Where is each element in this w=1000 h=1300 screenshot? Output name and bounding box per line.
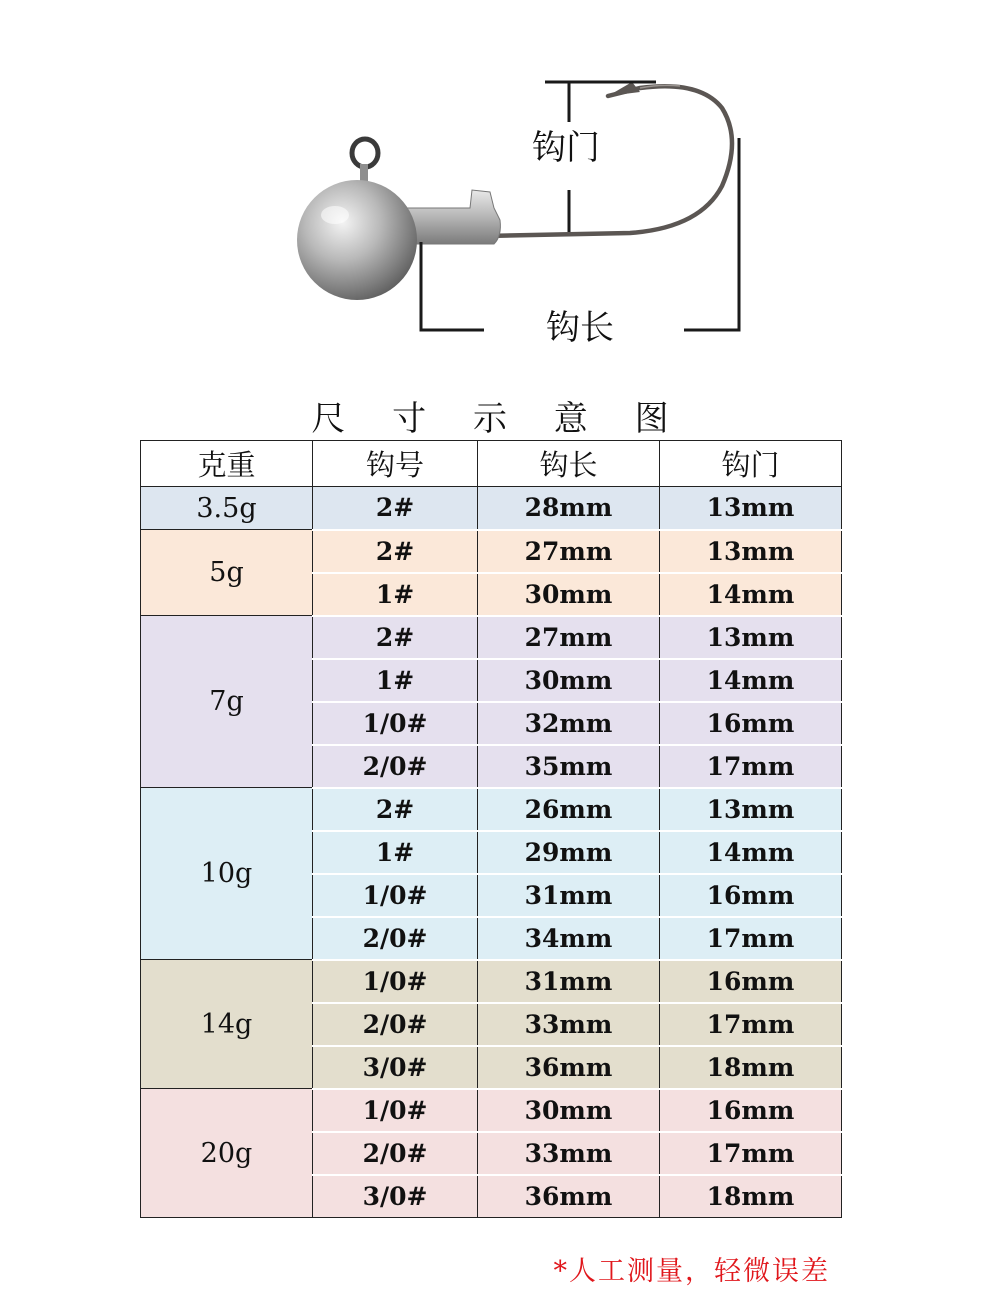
hook-gap-cell: 16mm <box>660 702 842 745</box>
hook-gap-cell: 14mm <box>660 831 842 874</box>
table-row <box>141 1089 842 1132</box>
weight-cell: 7g <box>141 616 313 788</box>
hook-size-cell: 2# <box>313 530 478 573</box>
hook-size-cell: 1# <box>313 659 478 702</box>
table-row <box>141 530 842 573</box>
hook-gap-cell: 14mm <box>660 573 842 616</box>
hook-size-cell: 1/0# <box>313 1089 478 1132</box>
hook-length-label: 钩长 <box>546 308 614 348</box>
hook-size-cell: 2/0# <box>313 1132 478 1175</box>
weight-cell: 20g <box>141 1089 313 1218</box>
weight-cell: 14g <box>141 960 313 1089</box>
hook-length-cell: 30mm <box>478 1089 660 1132</box>
hook-length-cell: 30mm <box>478 573 660 616</box>
line-tie-eye <box>352 139 378 167</box>
hook-size-cell: 3/0# <box>313 1175 478 1218</box>
hook-size-cell: 2# <box>313 788 478 831</box>
hook-size-cell: 2# <box>313 616 478 659</box>
hook-length-cell: 33mm <box>478 1003 660 1046</box>
jig-head-illustration <box>0 0 1000 380</box>
hook-size-cell: 1/0# <box>313 702 478 745</box>
hook-gap-cell: 17mm <box>660 1003 842 1046</box>
hook-length-cell: 27mm <box>478 616 660 659</box>
hook-gap-cell: 13mm <box>660 530 842 573</box>
table-body <box>141 487 842 1218</box>
measurement-footnote: *人工测量，轻微误差 <box>553 1256 830 1287</box>
hook-length-cell: 35mm <box>478 745 660 788</box>
header-weight: 克重 <box>141 441 313 487</box>
hook-length-cell: 27mm <box>478 530 660 573</box>
size-spec-table <box>140 440 842 1218</box>
hook-gap-cell: 13mm <box>660 487 842 530</box>
hook-size-cell: 1# <box>313 573 478 616</box>
hook-length-cell: 36mm <box>478 1175 660 1218</box>
hook-gap-cell: 16mm <box>660 874 842 917</box>
table-title: 尺 寸 示 意 图 <box>311 399 687 439</box>
hook-size-cell: 3/0# <box>313 1046 478 1089</box>
table-row <box>141 487 842 530</box>
header-hook-gap: 钩门 <box>660 441 842 487</box>
hook-length-cell: 31mm <box>478 960 660 1003</box>
hook-size-cell: 2# <box>313 487 478 530</box>
header-hook-size: 钩号 <box>313 441 478 487</box>
hook-length-cell: 28mm <box>478 487 660 530</box>
hook-gap-cell: 16mm <box>660 1089 842 1132</box>
hook-length-cell: 32mm <box>478 702 660 745</box>
hook-length-cell: 30mm <box>478 659 660 702</box>
weight-cell: 5g <box>141 530 313 616</box>
hook-length-cell: 31mm <box>478 874 660 917</box>
hook-gap-cell: 17mm <box>660 1132 842 1175</box>
table-row <box>141 788 842 831</box>
hook-gap-cell: 13mm <box>660 616 842 659</box>
jig-head-dimension-diagram <box>0 0 1000 380</box>
hook-length-left-bracket <box>421 242 484 330</box>
hook-size-cell: 2/0# <box>313 917 478 960</box>
hook-size-cell: 1# <box>313 831 478 874</box>
hook-gap-label: 钩门 <box>532 128 600 168</box>
hook-size-cell: 2/0# <box>313 1003 478 1046</box>
table-row <box>141 616 842 659</box>
weight-cell: 10g <box>141 788 313 960</box>
lead-ball-head <box>297 180 417 300</box>
hook-length-cell: 36mm <box>478 1046 660 1089</box>
hook-wire <box>486 86 732 236</box>
hook-gap-cell: 14mm <box>660 659 842 702</box>
hook-gap-cell: 17mm <box>660 745 842 788</box>
hook-barb <box>608 82 640 96</box>
hook-length-cell: 33mm <box>478 1132 660 1175</box>
hook-length-cell: 29mm <box>478 831 660 874</box>
hook-length-cell: 26mm <box>478 788 660 831</box>
table-header-row <box>141 441 842 487</box>
hook-gap-cell: 17mm <box>660 917 842 960</box>
hook-gap-cell: 16mm <box>660 960 842 1003</box>
hook-size-cell: 2/0# <box>313 745 478 788</box>
hook-gap-cell: 18mm <box>660 1046 842 1089</box>
table-row <box>141 960 842 1003</box>
jig-collar <box>405 190 500 244</box>
weight-cell: 3.5g <box>141 487 313 530</box>
header-hook-length: 钩长 <box>478 441 660 487</box>
hook-size-cell: 1/0# <box>313 874 478 917</box>
hook-size-cell: 1/0# <box>313 960 478 1003</box>
hook-length-cell: 34mm <box>478 917 660 960</box>
hook-gap-cell: 18mm <box>660 1175 842 1218</box>
hook-gap-cell: 13mm <box>660 788 842 831</box>
